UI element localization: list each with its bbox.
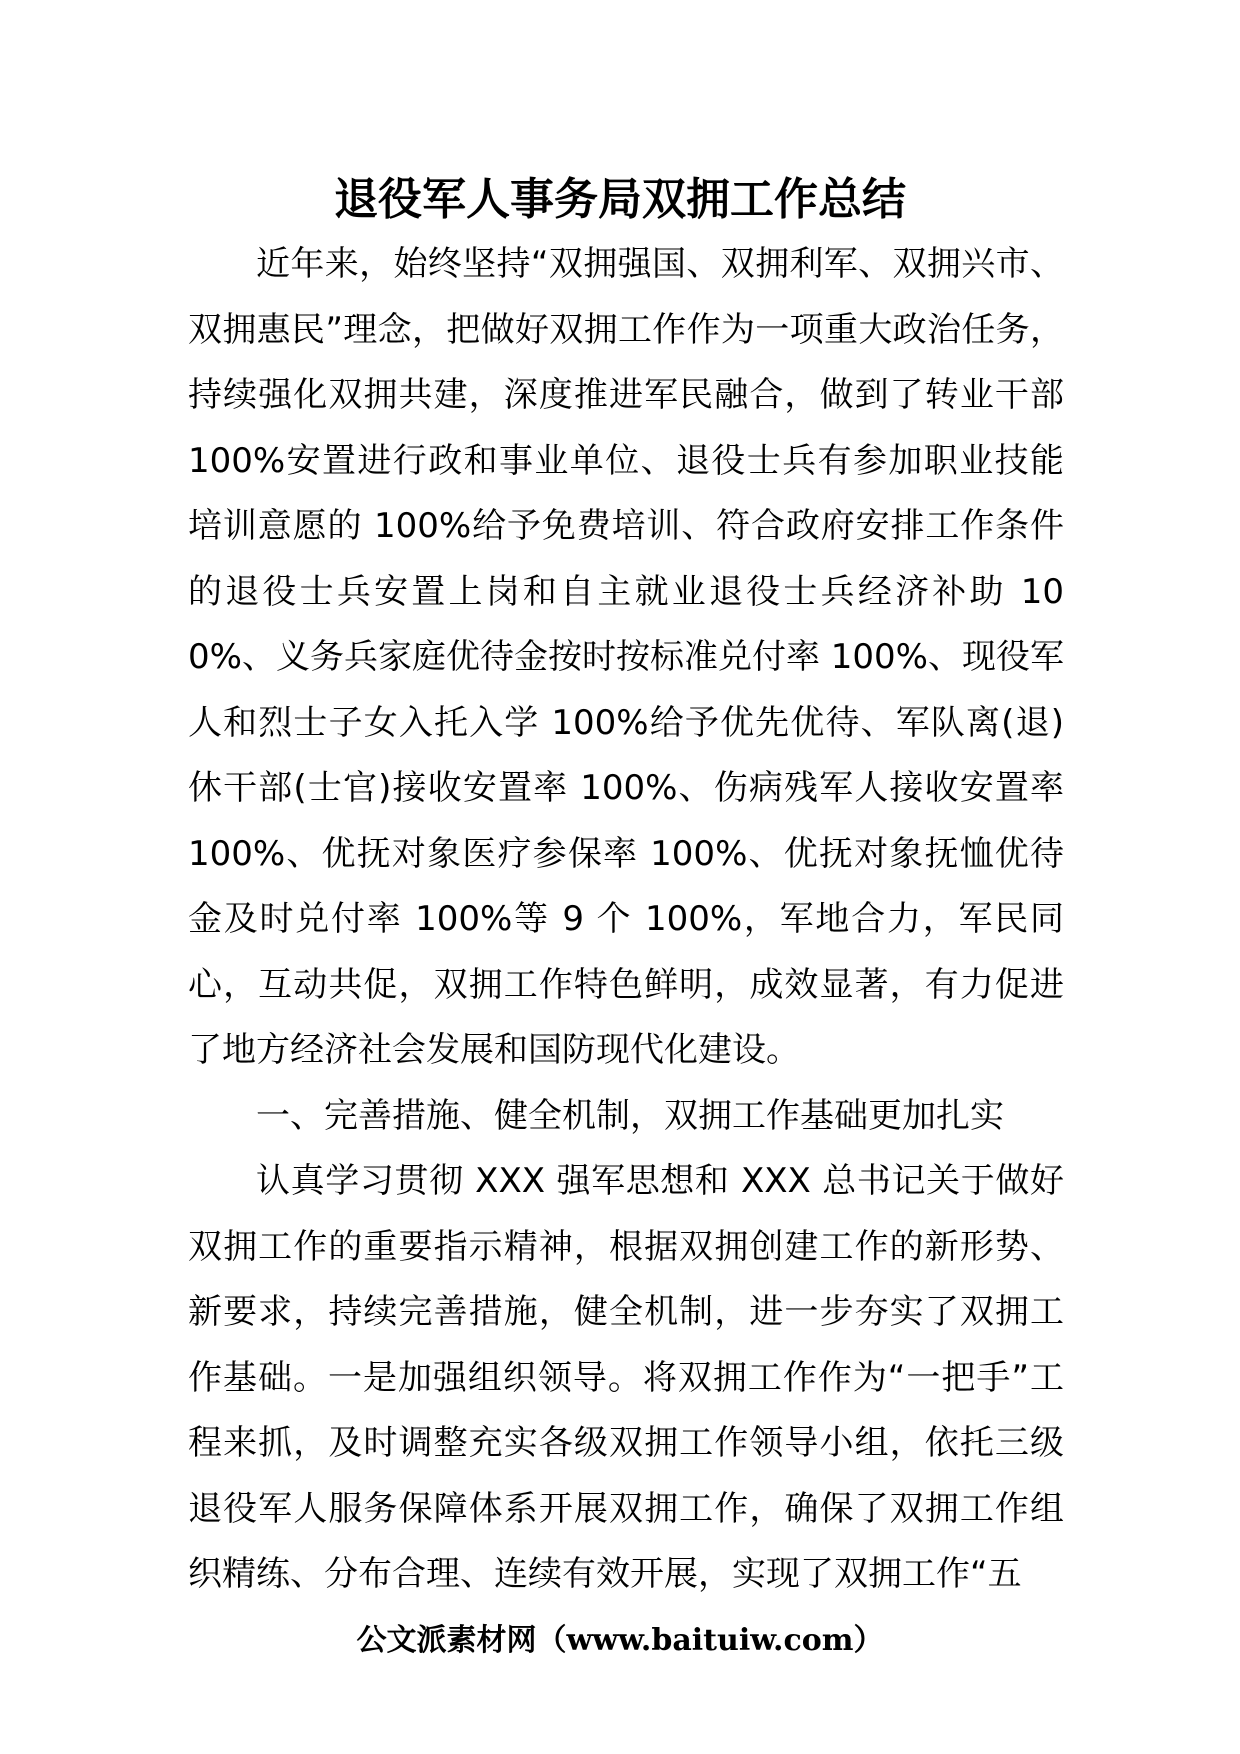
section-paragraph: 认真学习贯彻 XXX 强军思想和 XXX 总书记关于做好双拥工作的重要指示精神，根据双拥创建工作的新形势、新要求，持续完善措施，健全机制，进一步夯实了双拥工作基础。一是加强组织领导。将双拥工作作为“一把手”工程来抓，及时调整充实各级双拥工作领导小组，依托三级退役军人服务保障体系开展双拥工作，确保了双拥工作组织精练、分布合理、连续有效开展，实现了双拥工作“五 <box>188 1161 1064 1594</box>
footer-watermark: 公文派素材网（www.baituiw.com） <box>356 1623 884 1658</box>
intro-paragraph: 近年来，始终坚持“双拥强国、双拥利军、双拥兴市、双拥惠民”理念，把做好双拥工作作为一项重大政治任务，持续强化双拥共建，深度推进军民融合，做到了转业干部 100%安置进行政和事业单位、退役士兵有参加职业技能培训意愿的 100%给予免费培训、符合政府安排工作条件的退役士兵安置上岗和自主就业退役士兵经济补助 100%、义务兵家庭优待金按时按标准兑付率 100%、现役军人和烈士子女入托入学 100%给予优先优待、军队离(退)休干部(士官)接收安置率 100%、伤病残军人接收安置率 100%、优抚对象医疗参保率 100%、优抚对象抚恤优待金及时兑付率 100%等 9 个 100%，军地合力，军民同心，互动共促，双拥工作特色鲜明，成效显著，有力促进了地方经济社会发展和国防现代化建设。 <box>188 244 1064 1070</box>
section-heading: 一、完善措施、健全机制，双拥工作基础更加扎实 <box>256 1095 1004 1136</box>
document-body <box>188 232 1064 1608</box>
document-title: 退役军人事务局双拥工作总结 <box>334 174 906 225</box>
